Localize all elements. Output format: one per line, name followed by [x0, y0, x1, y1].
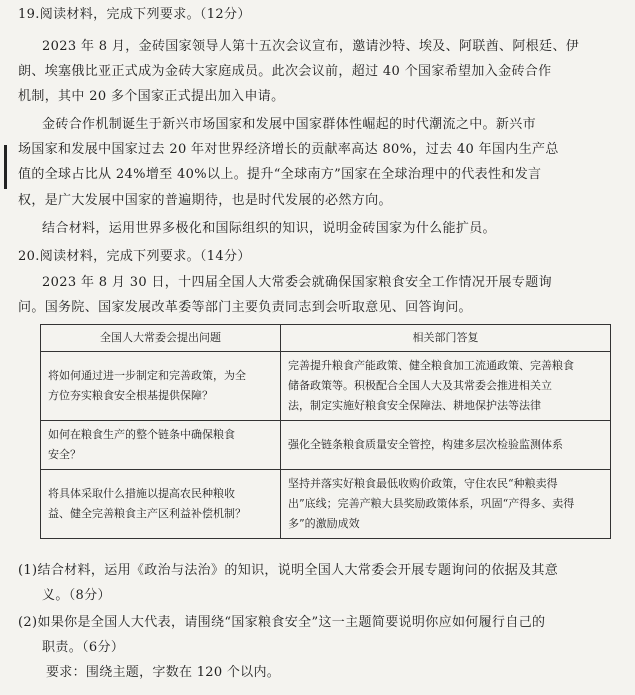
table-cell-answer — [281, 421, 611, 470]
q20-sub2-line1: (2)如果你是全国人大代表，请围绕“国家粮食安全”这一主题简要说明你应如何履行自己的 — [18, 615, 546, 630]
cell-line: 完善提升粮食产能政策、健全粮食加工流通政策、完善粮食 — [288, 359, 574, 372]
table-cell-question — [41, 352, 281, 421]
table-cell-question — [41, 421, 281, 470]
q20-sub1-line1: (1)结合材料，运用《政治与法治》的知识，说明全国人大常委会开展专题询问的依据及其意 — [18, 563, 559, 578]
q20-sub2-line2: 职责。（6分） — [42, 640, 125, 655]
cell-line: 方位夯实粮食安全根基提供保障？ — [48, 389, 213, 402]
cell-line: 储备政策等。积极配合全国人大及其常委会推进相关立 — [288, 379, 552, 392]
table-row — [41, 421, 611, 470]
cell-line: 坚持并落实好粮食最低收购价政策，守住农民“种粮卖得 — [288, 477, 558, 490]
q20-para1-line1: 2023 年 8 月 30 日，十四届全国人大常委会就确保国家粮食安全工作情况开展专题询 — [42, 275, 552, 290]
cell-line: 如何在粮食生产的整个链条中确保粮食 — [48, 428, 235, 441]
cell-line: 将如何通过进一步制定和完善政策，为全 — [48, 369, 246, 382]
q19-para1-line3: 机制，其中 20 多个国家正式提出加入申请。 — [18, 89, 285, 104]
q20-sub1-line2: 义。（8分） — [42, 588, 111, 603]
q19-task: 结合材料，运用世界多极化和国际组织的知识，说明金砖国家为什么能扩员。 — [42, 221, 496, 236]
table-row — [41, 352, 611, 421]
cell-line: 强化全链条粮食质量安全管控，构建多层次检验监测体系 — [288, 438, 563, 451]
table-header-question: 全国人大常委会提出问题 — [41, 325, 281, 352]
q20-para1-line2: 问。国务院、国家发展改革委等部门主要负责同志到会听取意见、回答询问。 — [18, 300, 472, 315]
table-row — [41, 470, 611, 539]
table-cell-question — [41, 470, 281, 539]
q19-para2-line2: 场国家和发展中国家过去 20 年对世界经济增长的贡献率高达 80%，过去 40 年国内生产总 — [18, 142, 559, 157]
q20-requirement: 要求：围绕主题，字数在 120 个以内。 — [46, 665, 281, 680]
q19-para2-line1: 金砖合作机制诞生于新兴市场国家和发展中国家群体性崛起的时代潮流之中。新兴市 — [42, 117, 536, 132]
cell-line: 出”底线；完善产粮大县奖励政策体系，巩固“产得多、卖得 — [288, 497, 575, 510]
inquiry-table — [40, 324, 611, 539]
q20-title: 20.阅读材料，完成下列要求。（14分） — [18, 249, 251, 264]
q19-para2-line3: 值的全球占比从 24%增至 40%以上。提升“全球南方”国家在全球治理中的代表性和发言 — [18, 167, 542, 182]
cell-line: 法，制定实施好粮食安全保障法、耕地保护法等法律 — [288, 399, 541, 412]
table-header-answer: 相关部门答复 — [281, 325, 611, 352]
q19-para2-line4: 权，是广大发展中国家的普遍期待，也是时代发展的必然方向。 — [18, 193, 392, 208]
table-cell-answer — [281, 470, 611, 539]
q19-para1-line1: 2023 年 8 月，金砖国家领导人第十五次会议宣布，邀请沙特、埃及、阿联酋、阿根廷、伊 — [42, 39, 580, 54]
cell-line: 多”的激励成效 — [288, 517, 360, 530]
table-cell-answer — [281, 352, 611, 421]
cell-line: 益、健全完善粮食主产区利益补偿机制？ — [48, 507, 246, 520]
q19-title: 19.阅读材料，完成下列要求。（12分） — [18, 7, 251, 22]
cell-line: 安全？ — [48, 448, 81, 461]
cell-line: 将具体采取什么措施以提高农民种粮收 — [48, 487, 235, 500]
q19-para1-line2: 朗、埃塞俄比亚正式成为金砖大家庭成员。此次会议前，超过 40 个国家希望加入金砖合作 — [18, 64, 552, 79]
table-header-row — [41, 325, 611, 352]
margin-mark — [4, 145, 7, 189]
